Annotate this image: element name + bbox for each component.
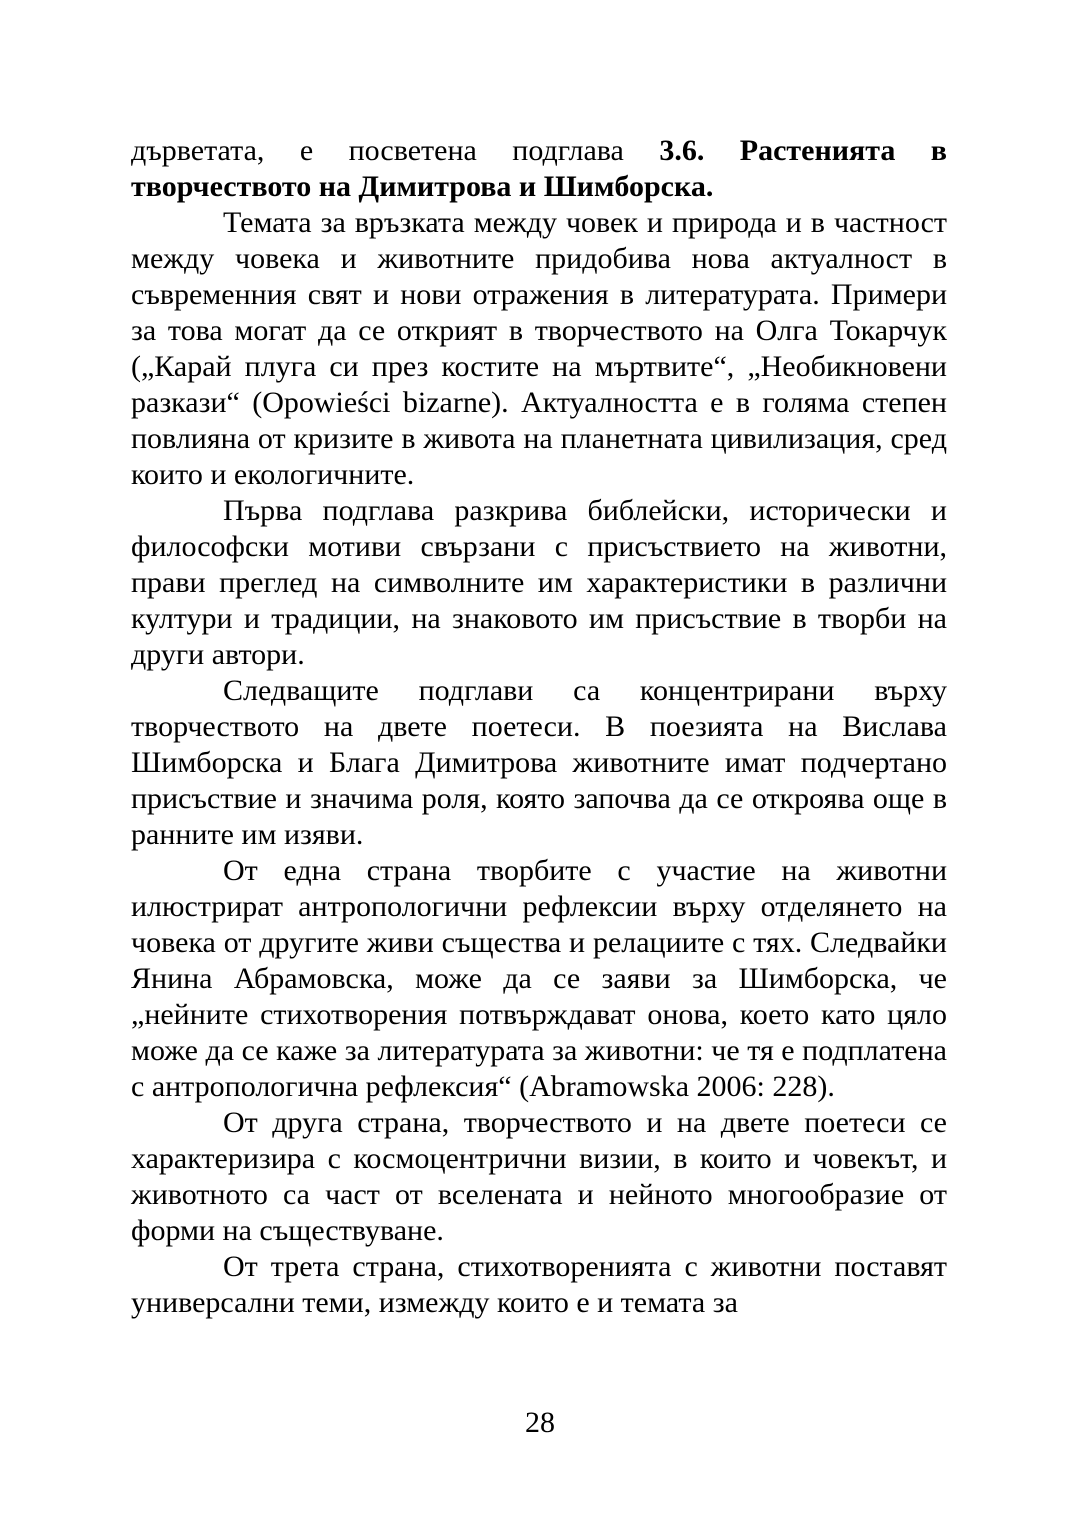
paragraph-1 (131, 133, 947, 205)
body-text (131, 133, 947, 1321)
paragraph-4 (131, 673, 947, 853)
paragraph-3 (131, 493, 947, 673)
paragraph-text: дърветата, е посветена подглава (131, 134, 660, 167)
paragraph-7 (131, 1249, 947, 1321)
paragraph-text: От една страна творбите с участие на животни илюстрират антропологични рефлексии върху отделянето на човека от другите живи същества и релациите с тях. Следвайки Янина Абрамовска, може да се заяви за Шимборска, че „нейните стихотворения потвърждават онова, което като цяло може да се каже за литературата за животни: че тя е подплатена с антропологична рефлексия“ (Abramowska 2006: 228). (131, 854, 947, 1103)
paragraph-text: От друга страна, творчеството и на двете поетеси се характеризира с космоцентрични визии, в които и човекът, и животното са част от вселената и нейното многообразие от форми на съществуване. (131, 1106, 947, 1247)
paragraph-2 (131, 205, 947, 493)
paragraph-text: От трета страна, стихотворенията с животни поставят универсални теми, измежду които е и темата за (131, 1250, 947, 1319)
paragraph-text: Първа подглава разкрива библейски, исторически и философски мотиви свързани с присъствието на животни, прави преглед на символните им характеристики в различни култури и традиции, на знаковото им присъствие в творби на други автори. (131, 494, 947, 671)
paragraph-6 (131, 1105, 947, 1249)
paragraph-text: Темата за връзката между човек и природа и в частност между човека и животните придобива нова актуалност в съвременния свят и нови отражения в литературата. Примери за това могат да се открият в творчеството на Олга Токарчук („Карай плуга си през костите на мъртвите“, „Необикновени разкази“ (Opowieści bizarne). Актуалността е в голяма степен повлияна от кризите в живота на планетната цивилизация, сред които и екологичните. (131, 206, 947, 491)
section-heading-reference: 3.6. Растенията в творчеството на Димитрова и Шимборска. (131, 134, 947, 203)
page-number: 28 (525, 1406, 555, 1439)
paragraph-5 (131, 853, 947, 1105)
paragraph-text: Следващите подглави са концентрирани върху творчеството на двете поетеси. В поезията на Вислава Шимборска и Блага Димитрова животните имат подчертано присъствие и значима роля, която започва да се откроява още в ранните им изяви. (131, 674, 947, 851)
